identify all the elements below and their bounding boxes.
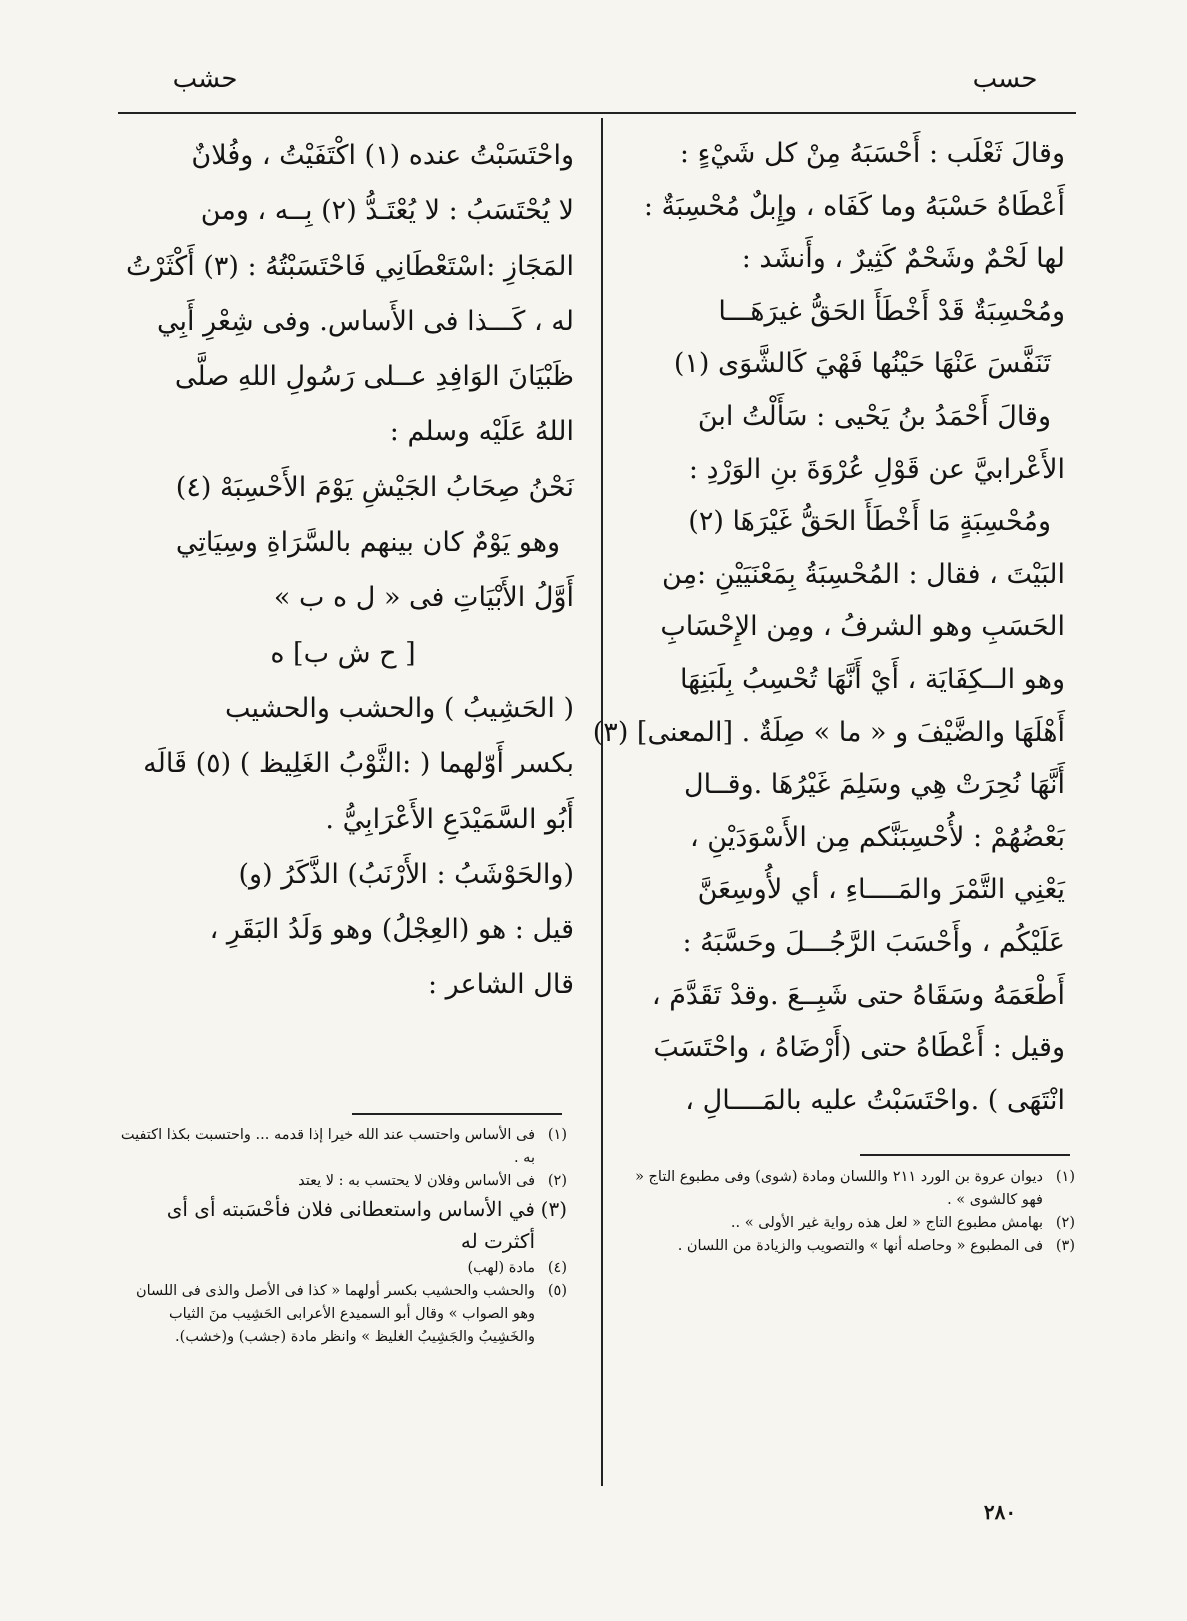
- column-divider: [601, 118, 603, 1486]
- text-line: الأَعْرابيَّ عن قَوْلِ عُرْوَةَ بنِ الوَرْدِ :: [688, 453, 1065, 485]
- footnote: [112, 1170, 567, 1193]
- right-footnotes: [630, 1166, 1075, 1258]
- footnote-text: ديوان عروة بن الورد ٢١١ واللسان ومادة (شوى) وفى مطبوع التاج « فهو كالشوى » .: [635, 1169, 1043, 1208]
- text-line: لا يُحْتَسَبُ : لا يُعْتَـدُّ (٢) بِــه ، ومن: [200, 195, 574, 227]
- footnote-text: فى الأساس وفلان لا يحتسب به : لا يعتد: [298, 1173, 535, 1189]
- footnote-number: (٣): [1055, 1238, 1075, 1254]
- footnote: [630, 1166, 1075, 1212]
- text-line: عَلَيْكُم ، وأَحْسَبَ الرَّجُـــلَ وحَسَّبَهُ :: [682, 926, 1065, 958]
- footnote: [112, 1257, 567, 1280]
- footnote-number: (٢): [1055, 1215, 1075, 1231]
- right-column: [592, 128, 1065, 1127]
- footnote-text: في الأساس واستعطانى فلان فأحْسَبته أى أى أكثرت له: [166, 1197, 535, 1253]
- text-line: بَعْضُهُمْ : لأُحْسِبَنَّكم مِن الأَسْوَدَيْنِ ،: [689, 821, 1065, 853]
- footnote-number: (١): [547, 1127, 567, 1143]
- page-number: ٢٨٠: [983, 1500, 1017, 1524]
- text-line: له ، كَـــذا فى الأَساس. وفى شِعْرِ أَبِي: [157, 305, 574, 337]
- text-line: قيل : هو (العِجْلُ) وهو وَلَدُ البَقَرِ ،: [209, 914, 574, 946]
- footnote: [112, 1124, 567, 1170]
- text-line: انْتَهَى ) .واحْتَسَبْتُ عليه بالمَــــالِ ،: [685, 1084, 1065, 1116]
- footnote: [630, 1235, 1075, 1258]
- text-line: الحَسَبِ وهو الشرفُ ، ومِن الإِحْسَابِ: [660, 611, 1065, 643]
- header-root-left: حشب: [172, 64, 238, 94]
- text-line: أَوَّلُ الأَبْيَاتِ فى « ل ه ب »: [273, 582, 574, 614]
- footnote: [112, 1193, 567, 1257]
- text-line: وقيل : أَعْطَاهُ حتى (أَرْضَاهُ ، واحْتَسَبَ: [653, 1032, 1065, 1064]
- footnote-text: فى المطبوع « وحاصله أنها » والتصويب والزيادة من اللسان .: [677, 1238, 1043, 1254]
- header-rule: [118, 112, 1076, 114]
- footnote-text: مادة (لهب): [467, 1260, 535, 1276]
- footnote-number: (٣): [540, 1197, 567, 1221]
- text-line: واحْتَسَبْتُ عنده (١) اكْتَفَيْتُ ، وفُلانٌ: [191, 140, 574, 171]
- text-line: قال الشاعر :: [427, 969, 574, 1001]
- footnote-number: (٤): [547, 1260, 567, 1276]
- footnote-rule: [352, 1113, 562, 1115]
- text-line: ( الحَشِيبُ ) والحشب والحشيب: [224, 692, 574, 724]
- footnote-text: فى الأساس واحتسب عند الله خيرا إذا قدمه ... واحتسبت بكذا اكتفيت به .: [120, 1127, 535, 1166]
- text-line: وقالَ ثَعْلَب : أَحْسَبَهُ مِنْ كل شَيْءٍ :: [679, 138, 1065, 169]
- text-line: بكسر أَوّلهما ( :الثَّوْبُ الغَلِيظ ) (٥) قَالَه: [143, 748, 574, 780]
- text-line: ظَبْيَانَ الوَافِدِ عــلى رَسُولِ اللهِ صلَّى: [174, 361, 574, 393]
- text-line: المَجَازِ :اسْتَعْطَانِي فَاحْتَسَبْتُهُ : (٣) أَكْثَرْتُ: [125, 250, 574, 282]
- footnote-text: والحشب والحشيب بكسر أولهما « كذا فى الأصل والذى فى اللسان وهو الصواب » وقال أبو السميدع الأعرابى الحَشِيب منَ الثياب والخَشِيبُ والجَشِيبُ الغليظ » وانظر مادة (جشب) و(خشب).: [135, 1283, 535, 1345]
- footnote-number: (٢): [547, 1173, 567, 1189]
- verse-line: ومُحْسِبَةٌ قَدْ أَخْطَأَ الحَقُّ غيرَهَـــا: [718, 295, 1065, 327]
- footnote-rule: [860, 1154, 1070, 1156]
- text-line: أَبُو السَّمَيْدَعِ الأَعْرَابِيُّ .: [325, 803, 574, 835]
- entry-heading: [ ح ش ب] ه: [270, 637, 416, 669]
- verse-line: ومُحْسِبَةٍ مَا أَخْطَأَ الحَقُّ غَيْرَهَا (٢): [688, 506, 1051, 538]
- footnote: [112, 1280, 567, 1349]
- text-line: البَيْتَ ، فقال : المُحْسِبَةُ بِمَعْنَيَيْنِ :مِن: [662, 558, 1065, 590]
- text-line: (والحَوْشَبُ : الأَرْنَبُ) الذَّكَرُ (و): [238, 858, 574, 890]
- text-line: أَعْطَاهُ حَسْبَهُ وما كَفَاه ، وإِبلٌ مُحْسِبَةٌ :: [643, 190, 1065, 222]
- text-line: وهو يَوْمٌ كان بينهم بالسَّرَاةِ وسِيَاتِي: [175, 527, 560, 559]
- footnote-text: بهامش مطبوع التاج « لعل هذه رواية غير الأولى » ..: [730, 1215, 1043, 1231]
- text-line: أَهْلَهَا والضَّيْفَ و « ما » صِلَةٌ . [المعنى] (٣): [592, 716, 1065, 748]
- left-column: [112, 128, 574, 1013]
- text-line: وهو الــكِفَايَة ، أَيْ أَنَّهَا تُحْسِبُ بِلَبَنِهَا: [679, 663, 1065, 695]
- footnote-number: (٥): [547, 1283, 567, 1299]
- text-line: وقالَ أَحْمَدُ بنُ يَحْيى : سَأَلْتُ ابنَ: [697, 400, 1051, 432]
- left-footnotes: [112, 1124, 567, 1349]
- header-root-right: حسب: [972, 64, 1038, 94]
- text-line: أَطْعَمَهُ وسَقَاهُ حتى شَبِــعَ .وقدْ تَقَدَّمَ ،: [651, 979, 1065, 1011]
- text-line: أَنَّهَا نُحِرَتْ هِي وسَلِمَ غَيْرُهَا .وقــال: [684, 769, 1065, 801]
- text-line: لها لَحْمٌ وشَحْمٌ كَثِيرٌ ، وأَنشَد :: [741, 243, 1065, 275]
- footnote-number: (١): [1055, 1169, 1075, 1185]
- text-line: يَعْنِي التَّمْرَ والمَــــاءِ ، أي لأُوسِعَنَّ: [697, 874, 1065, 906]
- text-line: اللهُ عَلَيْه وسلم :: [389, 416, 574, 448]
- verse-line: نَحْنُ صِحَابُ الجَيْشِ يَوْمَ الأَحْسِبَهْ (٤): [175, 471, 574, 503]
- verse-line: تَنَفَّسَ عَنْهَا حَيْنُها فَهْيَ كَالشَّوَى (١): [673, 348, 1051, 380]
- footnote: [630, 1212, 1075, 1235]
